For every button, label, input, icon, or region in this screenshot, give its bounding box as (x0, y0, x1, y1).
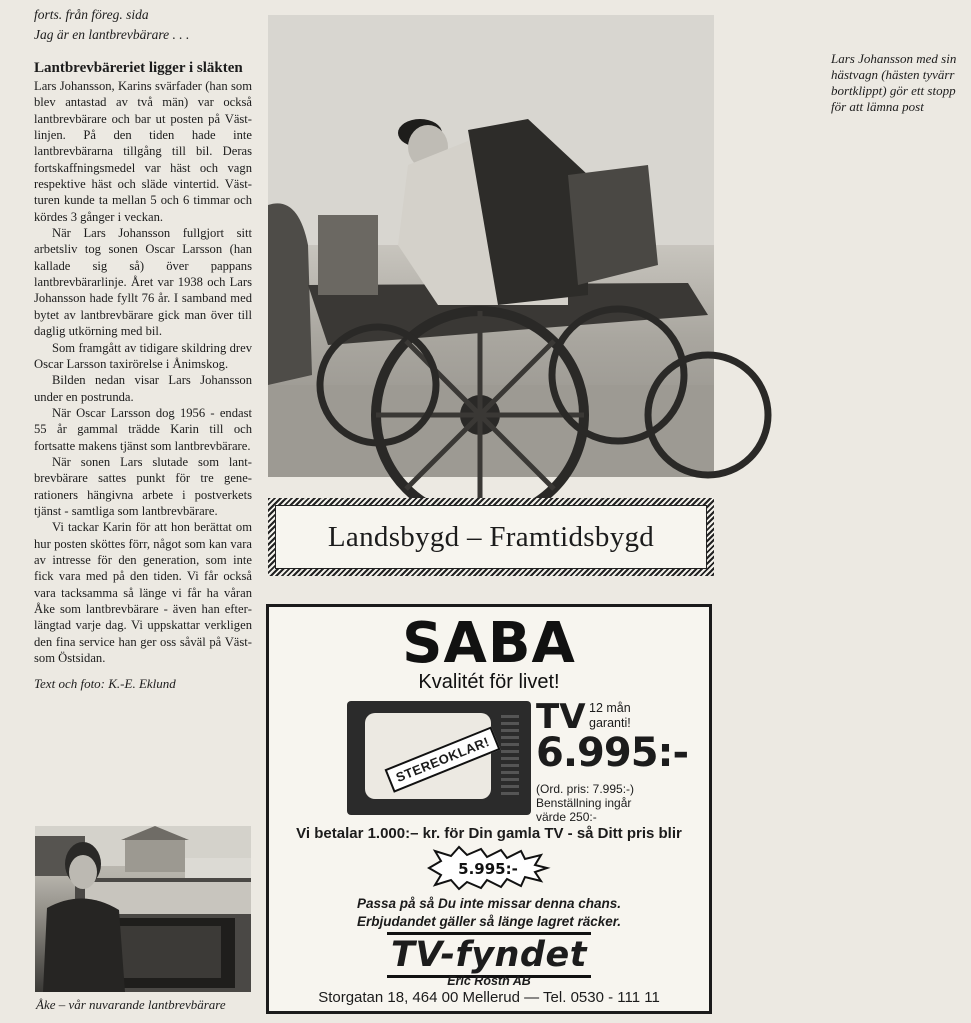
carriage-photo-illustration (268, 15, 714, 477)
series-title: Jag är en lantbrevbärare . . . (34, 27, 190, 42)
offer-price: 6.995:- (536, 730, 689, 776)
article-column (34, 6, 252, 692)
product-label: TV (536, 697, 586, 737)
article-paragraph: När sonen Lars slutade som lantbrevbärare sattes punkt för tre generationers hängivna arbete i postverkets tjänst - samtliga som lantbrevbärare. (34, 454, 252, 518)
main-photo-caption: Lars Johansson med sin hästvagn (hästen tyvärr bortklippt) gör ett stopp för att lämna post (831, 51, 957, 114)
dealer-logo-text: TV-fyndet (387, 932, 591, 978)
dealer-logo (269, 935, 709, 975)
byline: Text och foto: K.-E. Eklund (34, 676, 176, 692)
brand-logo: SABA (402, 611, 576, 676)
article-body (34, 78, 252, 666)
dealer-name: Eric Rösth AB (447, 974, 531, 988)
slogan-banner (268, 498, 714, 576)
postman-photo (35, 826, 251, 992)
postman-photo-illustration (35, 826, 251, 992)
saba-advertisement (266, 604, 712, 1014)
guarantee-note: 12 mån garanti! (589, 701, 631, 730)
article-paragraph: När Oscar Larsson dog 1956 - endast 55 år gammal trädde Karin till och fortsatte makens tjänst som lantbrevbärare. (34, 405, 252, 453)
offer-terms-line: Erbjudandet gäller så länge lagret räcker. (356, 914, 622, 929)
sale-price: 5.995:- (458, 860, 518, 878)
brand-slogan: Kvalitét för livet! (418, 671, 560, 693)
offer-terms-line: Passa på så Du inte missar denna chans. (356, 896, 622, 911)
dealer-address: Storgatan 18, 464 00 Mellerud — Tel. 0530 - 111 11 (318, 989, 660, 1006)
carriage-photo (268, 15, 957, 477)
article-paragraph: Lars Johansson, Karins svärfader (han som blev antastad av två män) var också lantbrevbärare och bar ut posten på Väst-linjen. På den tiden hade inte lantbrevbärarna tillgång till bil. Deras fortskaffningsmedel var häst och vagn respektive häst och släde vintertid. Väst-turen kunde ta mellan 5 och 6 timmar och kördes 3 gånger i veckan. (34, 79, 252, 224)
continued-note: forts. från föreg. sida (34, 7, 149, 22)
offer-terms (269, 895, 709, 931)
article-paragraph: Vi tackar Karin för att hon berättat om hur posten sköttes förr, något som kan vara av intresse för den generation, som inte fick vara med på den tiden. Vi får också vara tacksamma så länge vi får ha våran Åke som lantbrevbärare - även han efterlängtad varje dag. Vi uppskattar verkligen den fina service han ger oss såväl på Väst- som Östsidan. (34, 520, 252, 666)
article-paragraph: Som framgått av tidigare skildring drev Oscar Larsson taxirörelse i Ånimskog. (34, 340, 252, 371)
trade-in-offer: Vi betalar 1.000:– kr. för Din gamla TV - så Ditt pris blir (296, 825, 682, 842)
tv-controls-icon (501, 715, 519, 799)
ordinary-price: (Ord. pris: 7.995:-) (536, 782, 635, 796)
small-photo-caption: Åke – vår nuvarande lantbrevbärare (36, 997, 226, 1012)
stereo-badge: STEREOKLAR! (385, 726, 501, 792)
delivery-note: Benställning ingår värde 250:- (536, 796, 632, 824)
banner-text: Landsbygd – Framtidsbygd (275, 505, 707, 569)
starburst-icon (429, 847, 547, 889)
article-paragraph: Bilden nedan visar Lars Johansson under en postrunda. (34, 373, 252, 404)
price-details (536, 782, 646, 824)
article-paragraph: När Lars Johansson fullgjort sitt arbetsliv tog sonen Oscar Larsson (han kallade sig så) över pappans lantbrevbärarlinje. Året var 1938 och Lars Johansson hade fyllt 76 år. I samband med bytet av lantbrevbärare gick man över till daglig utkörning med bil. (34, 226, 252, 339)
article-heading: Lantbrevbäreriet ligger i släkten (34, 60, 243, 76)
